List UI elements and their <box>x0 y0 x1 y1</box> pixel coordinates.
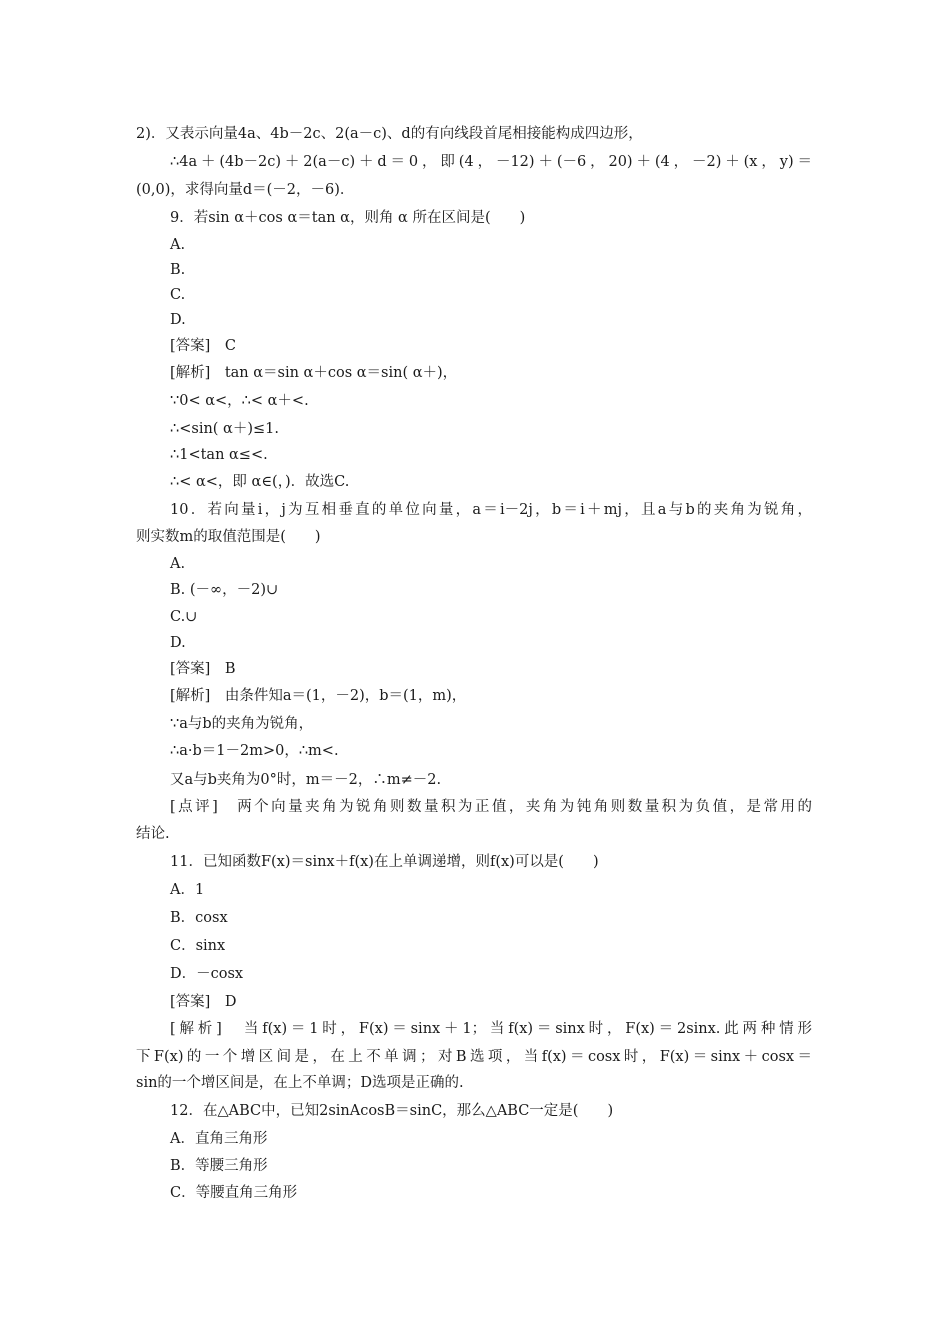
text-line: 则实数m的取值范围是( ) <box>136 529 321 545</box>
text-line: 11．已知函数F(x)＝sinx＋f(x)在上单调递增，则f(x)可以是( ) <box>170 854 599 870</box>
text-line: A. <box>170 556 186 572</box>
text-line: 下F(x)的一个增区间是，在上不单调；对B选项，当f(x)＝cosx时，F(x)＝sinx＋cosx＝ <box>136 1049 812 1065</box>
text-line: 2)．又表示向量4a、4b－2c、2(a－c)、d的有向线段首尾相接能构成四边形， <box>136 126 643 142</box>
text-line: 9．若sin α＋cos α＝tan α，则角 α 所在区间是( ) <box>170 210 526 226</box>
text-line: B．等腰三角形 <box>170 1158 268 1174</box>
text-line: 结论. <box>136 826 170 842</box>
text-line: ∵a与b的夹角为锐角， <box>170 716 314 732</box>
text-line: A. <box>170 237 186 253</box>
text-line: [解析] 当f(x)＝1时，F(x)＝sinx＋1；当f(x)＝sinx时，F(x)＝2sinx.此两种情形 <box>170 1021 812 1037</box>
text-line: ∴<sin( α＋)≤1. <box>170 421 279 437</box>
text-line: C．等腰直角三角形 <box>170 1185 298 1201</box>
text-line: 又a与b夹角为0°时，m＝－2，∴m≠－2. <box>170 772 442 788</box>
text-line: [点评] 两个向量夹角为锐角则数量积为正值，夹角为钝角则数量积为负值，是常用的 <box>170 799 812 815</box>
text-line: C. <box>170 287 186 303</box>
text-line: D. <box>170 312 186 328</box>
text-line: [答案] D <box>170 994 237 1010</box>
text-line: [解析] tan α＝sin α＋cos α＝sin( α＋)， <box>170 365 458 381</box>
text-line: [答案] C <box>170 338 236 354</box>
text-line: C．sinx <box>170 938 226 954</box>
text-line: (0,0)，求得向量d＝(－2，－6)． <box>136 182 355 198</box>
text-line: ∴a·b＝1－2m>0，∴m<. <box>170 743 339 759</box>
text-line: ∴1<tan α≤<. <box>170 447 268 463</box>
text-line: A．1 <box>170 882 205 898</box>
text-line: C.∪ <box>170 609 198 625</box>
text-line: ∴4a＋(4b－2c)＋2(a－c)＋d＝0，即(4，－12)＋(－6，20)＋(4，－2)＋(x，y)＝ <box>170 154 812 170</box>
text-line: B. <box>170 262 186 278</box>
text-line: [解析] 由条件知a＝(1，－2)，b＝(1，m)， <box>170 688 467 704</box>
text-line: B．cosx <box>170 910 228 926</box>
text-line: D. <box>170 635 186 651</box>
text-line: ∴< α<，即 α∈(，)．故选C. <box>170 474 350 490</box>
text-line: sin的一个增区间是，在上不单调；D选项是正确的. <box>136 1075 464 1091</box>
text-line: [答案] B <box>170 661 236 677</box>
text-line: D．－cosx <box>170 966 244 982</box>
text-line: ∵0< α<，∴< α＋<. <box>170 393 309 409</box>
text-line: 10．若向量i，j为互相垂直的单位向量，a＝i－2j，b＝i＋mj，且a与b的夹角为锐角， <box>170 502 812 518</box>
text-line: 12．在△ABC中，已知2sinAcosB＝sinC，那么△ABC一定是( ) <box>170 1103 614 1119</box>
text-line: A．直角三角形 <box>170 1131 268 1147</box>
text-line: B. (－∞，－2)∪ <box>170 582 279 598</box>
